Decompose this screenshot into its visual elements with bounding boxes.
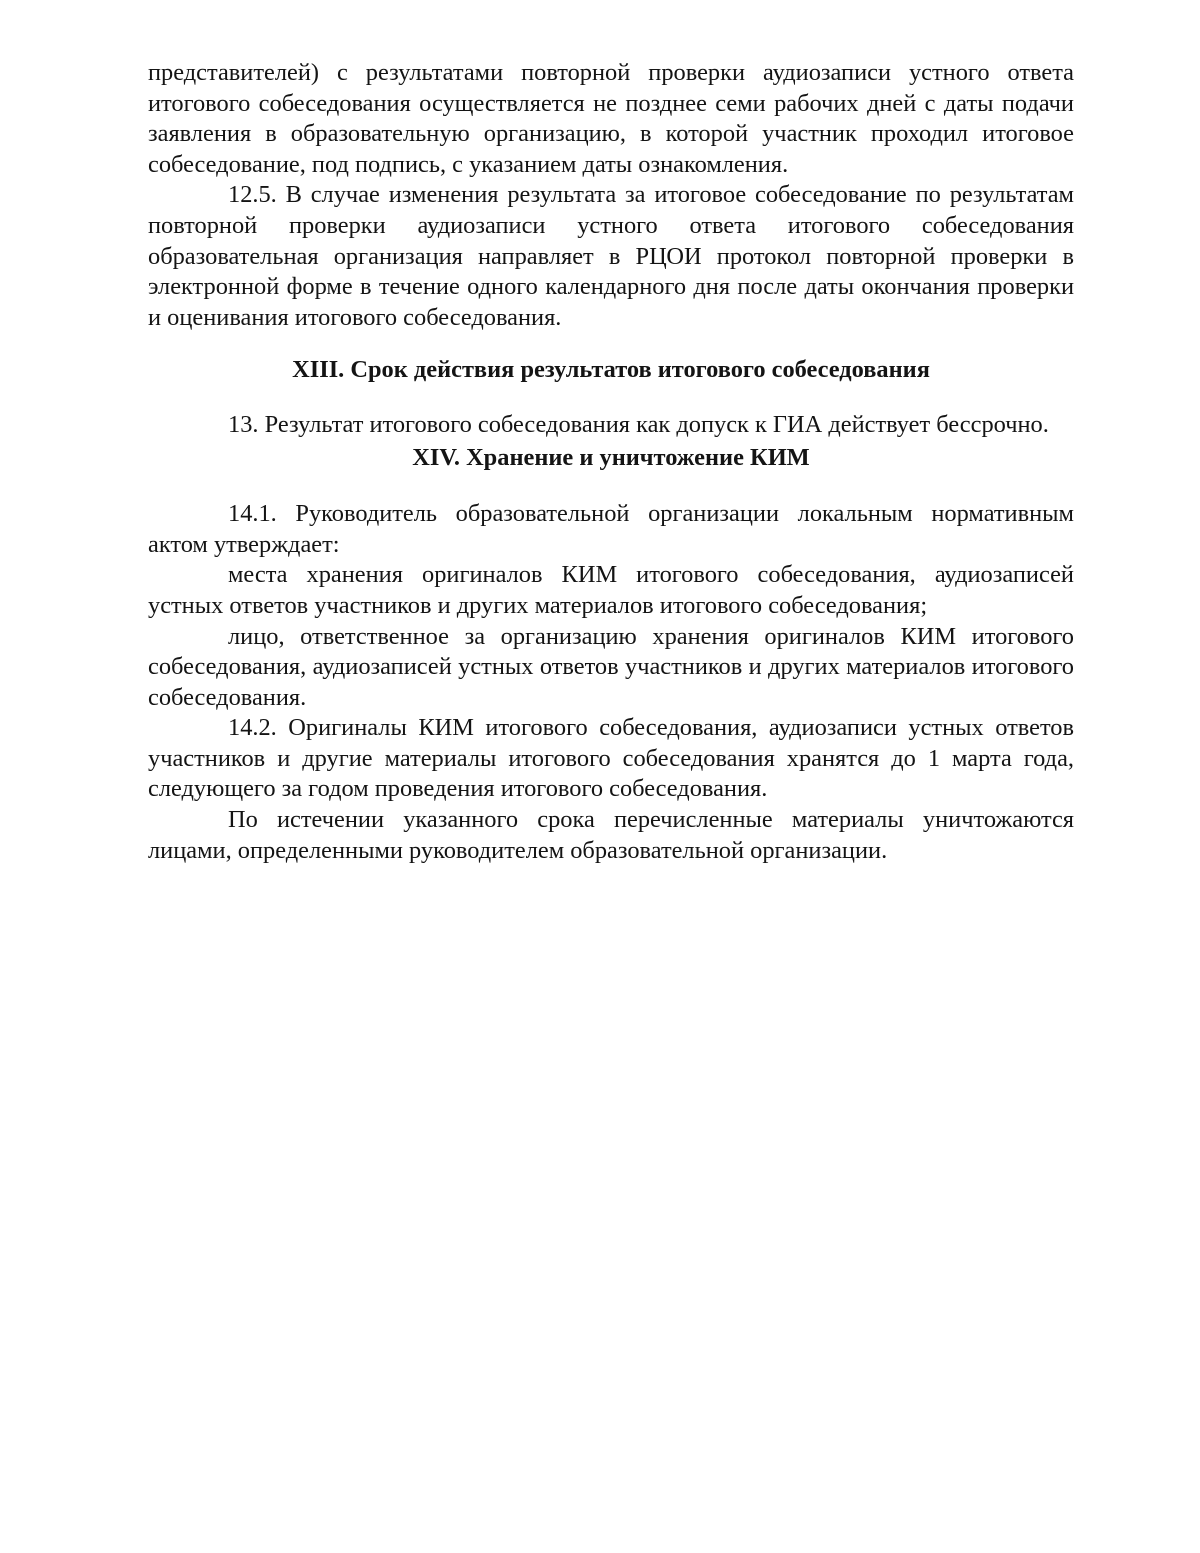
section-heading-xiv: XIV. Хранение и уничтожение КИМ	[412, 443, 810, 471]
paragraph-storage-places: места хранения оригиналов КИМ итогового собеседования, аудиозаписей устных ответов участников и других материалов итогового собеседования;	[148, 561, 1074, 619]
section-heading-xiii: XIII. Срок действия результатов итогового собеседования	[292, 356, 930, 384]
document-page	[148, 58, 1074, 866]
paragraph-14-2: 14.2. Оригиналы КИМ итогового собеседования, аудиозаписи устных ответов участников и другие материалы итогового собеседования хранятся до 1 марта года, следующего за годом проведения итогового собеседования.	[148, 714, 1074, 803]
paragraph-destruction: По истечении указанного срока перечисленные материалы уничтожаются лицами, определенными руководителем образовательной организации.	[148, 806, 1074, 864]
paragraph-continuation: представителей) с результатами повторной проверки аудиозаписи устного ответа итогового собеседования осуществляется не позднее семи рабочих дней с даты подачи заявления в образовательную организацию, в которой участник проходил итоговое собеседование, под подпись, с указанием даты ознакомления.	[148, 59, 1074, 178]
paragraph-responsible-person: лицо, ответственное за организацию хранения оригиналов КИМ итогового собеседования, аудиозаписей устных ответов участников и других материалов итогового собеседования.	[148, 622, 1074, 711]
paragraph-13: 13. Результат итогового собеседования как допуск к ГИА действует бессрочно.	[228, 410, 1049, 438]
paragraph-14-1: 14.1. Руководитель образовательной организации локальным нормативным актом утверждает:	[148, 500, 1074, 558]
paragraph-12-5: 12.5. В случае изменения результата за итоговое собеседование по результатам повторной проверки аудиозаписи устного ответа итогового собеседования образовательная организация направляет в РЦОИ протокол повторной проверки в электронной форме в течение одного календарного дня после даты окончания проверки и оценивания итогового собеседования.	[148, 181, 1074, 331]
